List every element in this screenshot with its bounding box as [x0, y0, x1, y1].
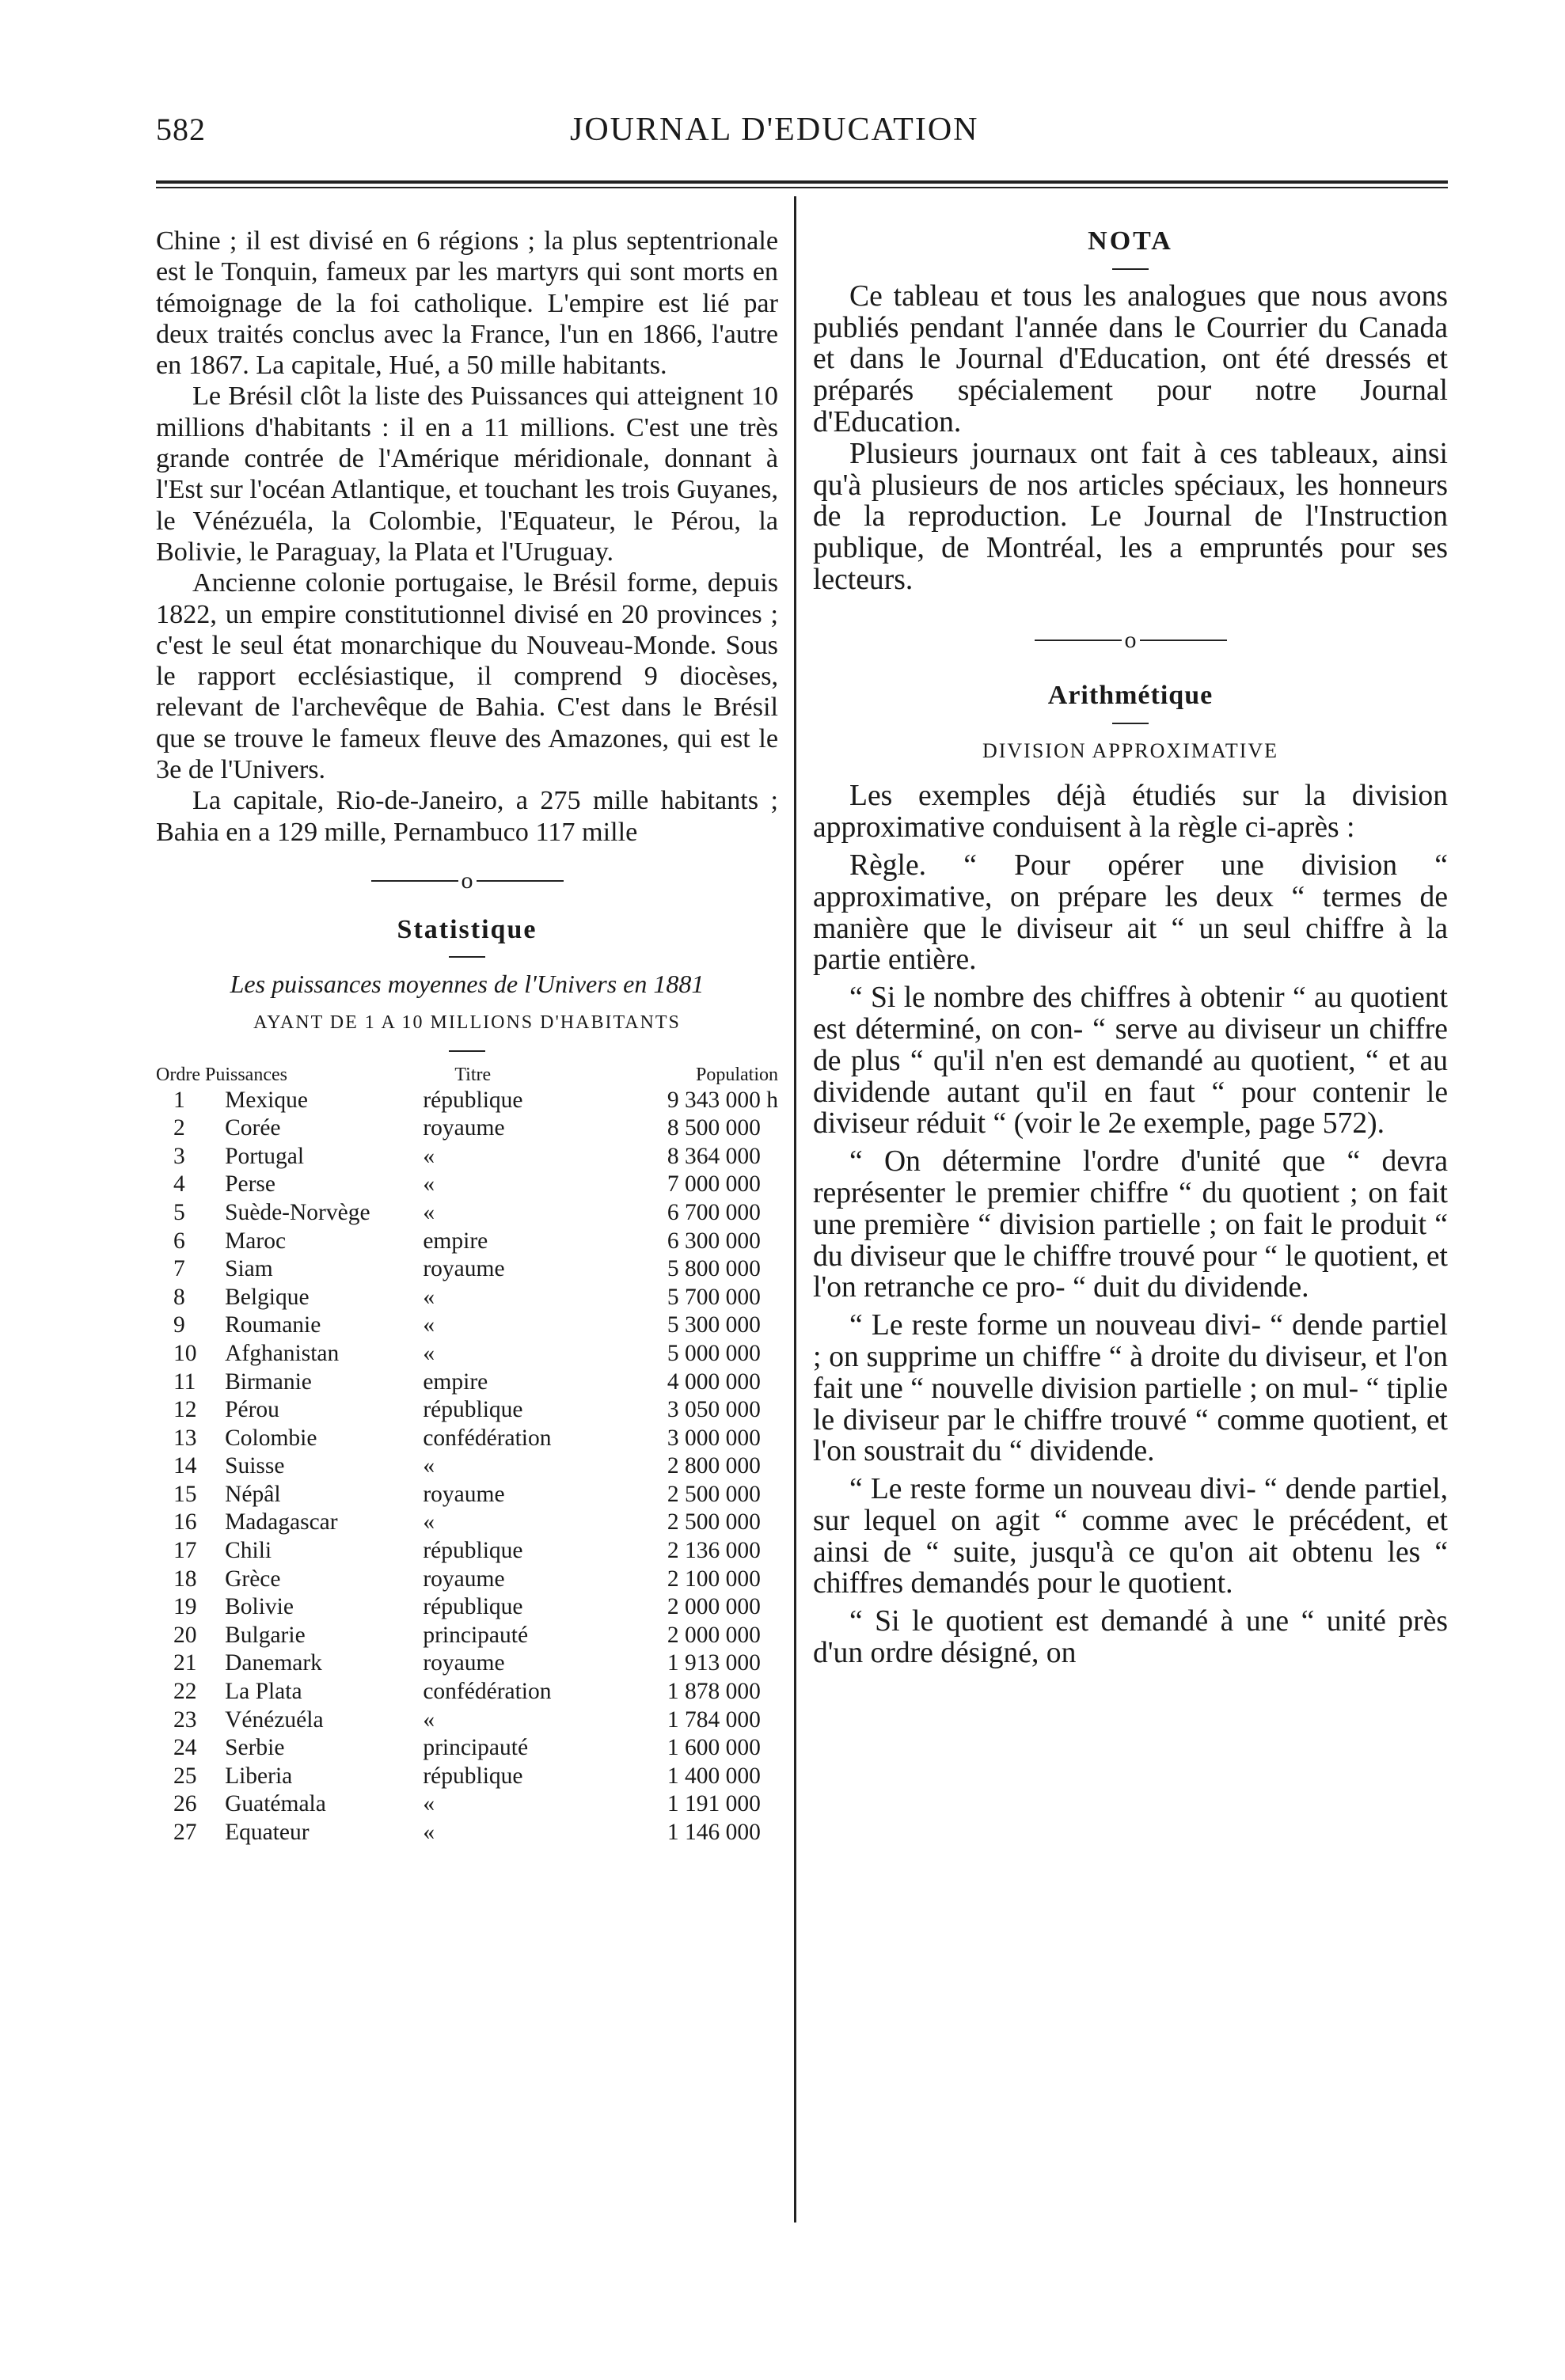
row-power: Birmanie [225, 1368, 312, 1395]
row-title: « [423, 1340, 435, 1366]
row-population: 1 600 000 [667, 1735, 761, 1761]
row-rank: 25 [173, 1763, 197, 1789]
row-title: royaume [423, 1115, 505, 1141]
nota-paragraph-1: Ce tableau et tous les analogues que nous avons publiés pendant l'année dans le Courrier du Canada et dans le Journal d'Education, ont été dressés et préparés spécialement pour notre Journal d'Education. [813, 279, 1448, 438]
row-rank: 16 [173, 1509, 197, 1535]
row-population: 5 800 000 [667, 1256, 761, 1282]
row-power: La Plata [225, 1679, 302, 1705]
rule-paragraph: “ Si le nombre des chiffres à obtenir “ au quotient est déterminé, on con- “ serve au diviseur un chiffre de plus “ qu'il n'en est demandé au quotient, “ et au dividende autant qu'il en faut “ pour contenir le diviseur réduit “ (voir le 2e exemple, page 572). [813, 981, 1448, 1141]
table-row [156, 1228, 778, 1256]
row-power: Perse [225, 1171, 275, 1198]
powers-table [156, 1063, 778, 1847]
table-row [156, 1171, 778, 1199]
row-rank: 22 [173, 1679, 197, 1705]
table-row [156, 1425, 778, 1453]
row-title: « [423, 1143, 435, 1169]
row-power: Afghanistan [225, 1340, 340, 1366]
row-rank: 13 [173, 1425, 197, 1451]
row-power: Madagascar [225, 1509, 338, 1535]
left-column [156, 226, 778, 1847]
arith-intro: Les exemples déjà étudiés sur la division approximative conduisent à la règle ci-après : [813, 780, 1448, 845]
row-title: royaume [423, 1650, 505, 1676]
row-population: 2 800 000 [667, 1453, 761, 1479]
row-title: empire [423, 1368, 488, 1395]
title-dash [449, 956, 485, 958]
row-power: Bulgarie [225, 1622, 306, 1648]
row-power: Vénézuéla [225, 1706, 324, 1733]
row-power: Equateur [225, 1820, 310, 1846]
row-population: 7 000 000 [667, 1171, 761, 1198]
table-row [156, 1593, 778, 1622]
row-population: 1 878 000 [667, 1679, 761, 1705]
header-population: Population [695, 1064, 778, 1085]
table-row [156, 1284, 778, 1312]
row-rank: 26 [173, 1791, 197, 1817]
page-header [0, 111, 1565, 158]
rule-paragraph: “ Le reste forme un nouveau divi- “ dende partiel, sur lequel on agit “ comme avec le précédent, et ainsi de “ suite, jusqu'à ce qu'on ait obtenu les “ chiffres demandés pour le quotient. [813, 1473, 1448, 1600]
row-population: 2 100 000 [667, 1566, 761, 1592]
header-titre: Titre [454, 1064, 492, 1085]
rule-paragraph: “ Le reste forme un nouveau divi- “ dende partiel ; on supprime un chiffre “ à droite du diviseur, et l'on fait une “ nouvelle division partielle ; on mul- “ tiplie le diviseur par le chiffre trouvé “ comme quotient, et l'on soustrait du “ dividende. [813, 1309, 1448, 1468]
row-rank: 3 [173, 1143, 185, 1169]
row-power: Mexique [225, 1087, 308, 1113]
row-title: confédération [423, 1425, 552, 1451]
row-power: Suisse [225, 1453, 285, 1479]
arith-dash [1112, 723, 1149, 724]
row-rank: 24 [173, 1735, 197, 1761]
header-rule [156, 180, 1448, 184]
table-row [156, 1706, 778, 1735]
row-population: 5 300 000 [667, 1312, 761, 1338]
row-power: Colombie [225, 1425, 317, 1451]
rule-paragraph: “ On détermine l'ordre d'unité que “ devra représenter le premier chiffre “ du quotient ; on fait une première “ division partielle ; on fait le produit “ du diviseur que le chiffre trouvé pour “ le quotient, et l'on retranche ce pro- “ duit du dividende. [813, 1145, 1448, 1304]
row-title: « [423, 1199, 435, 1225]
table-row [156, 1819, 778, 1847]
table-row [156, 1340, 778, 1368]
row-rank: 23 [173, 1706, 197, 1733]
row-title: république [423, 1538, 523, 1564]
row-population: 1 146 000 [667, 1820, 761, 1846]
separator: o [156, 864, 778, 897]
row-power: Suède-Norvège [225, 1199, 370, 1225]
row-rank: 15 [173, 1481, 197, 1507]
row-title: république [423, 1594, 523, 1620]
row-title: « [423, 1820, 435, 1846]
row-title: « [423, 1284, 435, 1310]
row-population: 3 000 000 [667, 1425, 761, 1451]
row-rank: 12 [173, 1397, 197, 1423]
row-rank: 11 [173, 1368, 196, 1395]
table-row [156, 1678, 778, 1706]
header-rule-thin [156, 187, 1448, 188]
row-population: 1 400 000 [667, 1763, 761, 1789]
row-title: république [423, 1397, 523, 1423]
row-rank: 9 [173, 1312, 185, 1338]
rule-paragraph: Règle. “ Pour opérer une division “ approximative, on prépare les deux “ termes de manière que le diviseur ait “ un seul chiffre à la partie entière. [813, 848, 1448, 977]
row-population: 2 136 000 [667, 1538, 761, 1564]
row-title: « [423, 1453, 435, 1479]
table-row [156, 1368, 778, 1397]
right-column [813, 226, 1448, 1676]
table-row [156, 1790, 778, 1819]
row-rank: 7 [173, 1256, 185, 1282]
row-population: 9 343 000 h [667, 1087, 778, 1113]
table-row [156, 1199, 778, 1228]
table-row [156, 1452, 778, 1481]
table-body [156, 1087, 778, 1847]
row-power: Grèce [225, 1566, 281, 1592]
row-rank: 17 [173, 1538, 197, 1564]
section-title-arithmetique: Arithmétique [1047, 680, 1214, 710]
table-caption: Les puissances moyennes de l'Univers en 1881 [230, 969, 705, 998]
column-divider [794, 196, 796, 2222]
arith-subtitle: DIVISION APPROXIMATIVE [982, 738, 1279, 762]
row-population: 3 050 000 [667, 1397, 761, 1423]
row-population: 6 700 000 [667, 1199, 761, 1225]
row-title: principauté [423, 1622, 529, 1648]
row-rank: 18 [173, 1566, 197, 1592]
table-subcaption: AYANT DE 1 A 10 MILLIONS D'HABITANTS [253, 1012, 681, 1034]
row-power: Liberia [225, 1763, 293, 1789]
nota-dash [1112, 268, 1149, 270]
row-power: Bolivie [225, 1594, 294, 1620]
row-rank: 8 [173, 1284, 185, 1310]
paragraph-bresil: Le Brésil clôt la liste des Puissances qui atteignent 10 millions d'habitants : il en a 11 millions. C'est une très grande contrée de l'Amérique méridionale, donnant à l'Est sur l'océan Atlantique, et touchant les trois Guyanes, le Vénézuéla, la Colombie, l'Equateur, le Pérou, la Bolivie, le Paraguay, la Plata et l'Uruguay. [156, 381, 778, 567]
row-rank: 27 [173, 1820, 197, 1846]
row-title: « [423, 1791, 435, 1817]
row-power: Chili [225, 1538, 272, 1564]
row-population: 4 000 000 [667, 1368, 761, 1395]
row-power: Portugal [225, 1143, 305, 1169]
row-rank: 4 [173, 1171, 185, 1198]
running-title: JOURNAL D'EDUCATION [570, 112, 979, 148]
row-power: Danemark [225, 1650, 322, 1676]
table-header-row [156, 1063, 778, 1087]
rule-paragraph: “ Si le quotient est demandé à une “ unité près d'un ordre désigné, on [813, 1605, 1448, 1670]
table-row [156, 1622, 778, 1650]
row-population: 8 364 000 [667, 1143, 761, 1169]
row-power: Belgique [225, 1284, 310, 1310]
row-power: Corée [225, 1115, 281, 1141]
row-population: 6 300 000 [667, 1228, 761, 1254]
table-row [156, 1734, 778, 1763]
table-row [156, 1763, 778, 1791]
row-title: royaume [423, 1256, 505, 1282]
row-population: 5 700 000 [667, 1284, 761, 1310]
row-title: principauté [423, 1735, 529, 1761]
row-rank: 14 [173, 1453, 197, 1479]
row-population: 5 000 000 [667, 1340, 761, 1366]
table-row [156, 1143, 778, 1171]
table-row [156, 1566, 778, 1594]
row-population: 1 191 000 [667, 1791, 761, 1817]
row-population: 2 000 000 [667, 1594, 761, 1620]
caption-dash [449, 1050, 485, 1052]
row-title: royaume [423, 1481, 505, 1507]
row-title: royaume [423, 1566, 505, 1592]
row-power: Serbie [225, 1735, 285, 1761]
table-row [156, 1481, 778, 1509]
row-rank: 5 [173, 1199, 185, 1225]
rule-paragraphs [813, 850, 1448, 1669]
paragraph-colonie: Ancienne colonie portugaise, le Brésil forme, depuis 1822, un empire constitutionnel divisé en 20 provinces ; c'est le seul état monarchique du Nouveau-Monde. Sous le rapport ecclésiastique, il comprend 9 diocèses, relevant de l'archevêque de Bahia. C'est dans le Brésil que se trouve le fameux fleuve des Amazones, qui est le 3e de l'Univers. [156, 568, 778, 785]
table-row [156, 1114, 778, 1143]
row-title: confédération [423, 1679, 552, 1705]
nota-paragraph-2: Plusieurs journaux ont fait à ces tableaux, ainsi qu'à plusieurs de nos articles spéciaux, les honneurs de la reproduction. Le Journal de l'Instruction publique, de Montréal, les a empruntés pour ses lecteurs. [813, 437, 1448, 596]
table-row [156, 1537, 778, 1566]
row-power: Roumanie [225, 1312, 321, 1338]
row-rank: 20 [173, 1622, 197, 1648]
paragraph-chine: Chine ; il est divisé en 6 régions ; la plus septentrionale est le Tonquin, fameux par les martyrs qui sont morts en témoignage de la foi catholique. L'empire est lié par deux traités conclus avec la France, l'un en 1866, l'autre en 1867. La capitale, Hué, a 50 mille habitants. [156, 226, 778, 381]
row-population: 2 000 000 [667, 1622, 761, 1648]
row-title: république [423, 1087, 523, 1113]
row-rank: 2 [173, 1115, 185, 1141]
row-rank: 10 [173, 1340, 197, 1366]
row-power: Siam [225, 1256, 273, 1282]
separator-right: o [813, 623, 1448, 656]
table-row [156, 1087, 778, 1115]
table-row [156, 1311, 778, 1340]
row-population: 2 500 000 [667, 1481, 761, 1507]
table-row [156, 1509, 778, 1537]
table-row [156, 1649, 778, 1678]
row-title: « [423, 1171, 435, 1198]
paragraph-capitale: La capitale, Rio-de-Janeiro, a 275 mille habitants ; Bahia en a 129 mille, Pernambuco 117 mille [156, 786, 778, 847]
row-rank: 21 [173, 1650, 197, 1676]
header-ordre-puissances: Ordre Puissances [156, 1064, 287, 1085]
row-population: 1 913 000 [667, 1650, 761, 1676]
table-row [156, 1396, 778, 1425]
row-population: 2 500 000 [667, 1509, 761, 1535]
row-power: Guatémala [225, 1791, 326, 1817]
page-number: 582 [156, 112, 206, 147]
row-power: Pérou [225, 1397, 279, 1423]
row-rank: 19 [173, 1594, 197, 1620]
row-rank: 6 [173, 1228, 185, 1254]
row-population: 1 784 000 [667, 1706, 761, 1733]
row-title: « [423, 1509, 435, 1535]
nota-title: NOTA [1088, 226, 1173, 256]
row-title: « [423, 1706, 435, 1733]
row-power: Maroc [225, 1228, 287, 1254]
table-row [156, 1255, 778, 1284]
row-title: « [423, 1312, 435, 1338]
row-title: empire [423, 1228, 488, 1254]
row-power: Népâl [225, 1481, 281, 1507]
row-population: 8 500 000 [667, 1115, 761, 1141]
row-title: république [423, 1763, 523, 1789]
section-title-statistique: Statistique [397, 914, 537, 944]
row-rank: 1 [173, 1087, 185, 1113]
